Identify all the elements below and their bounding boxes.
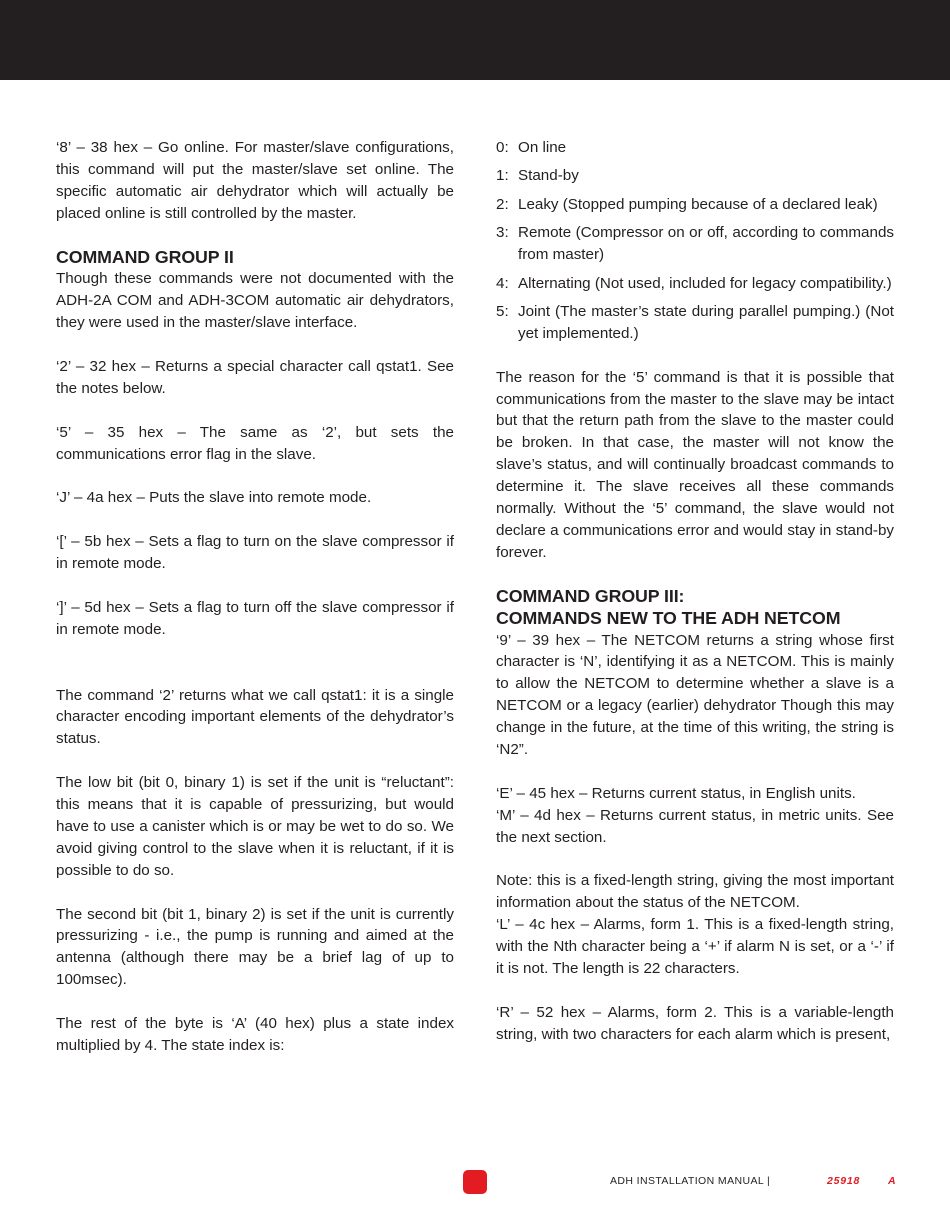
command-m-paragraph: ‘M’ – 4d hex – Returns current status, in metric units. See the next section. (496, 806, 894, 846)
command-e-paragraph: ‘E’ – 45 hex – Returns current status, in English units. (496, 784, 856, 802)
command-group-2-heading: COMMAND GROUP II (56, 246, 234, 267)
command-5-paragraph: ‘5’ – 35 hex – The same as ‘2’, but sets the communications error flag in the slave. (56, 423, 454, 463)
command-j-paragraph: ‘J’ – 4a hex – Puts the slave into remote mode. (56, 489, 372, 507)
command-9-paragraph: ‘9’ – 39 hex – The NETCOM returns a string whose first character is ‘N’, identifying it as a NETCOM. This is mainly to allow the NETCOM to determine whether a slave is a NETCOM or a legacy (earlier) dehydrator Though this may change in the future, at the time of this writing, the string is ‘N2”. (496, 631, 894, 759)
command-2-paragraph: ‘2’ – 32 hex – Returns a special character call qstat1. See the notes below. (56, 358, 454, 397)
list-item: 0: On line (496, 139, 567, 156)
command-group-3-heading: COMMAND GROUP III: (496, 585, 685, 606)
command-l-paragraph: ‘L’ – 4c hex – Alarms, form 1. This is a fixed-length string, with the Nth character being a ‘+’ if alarm N is set, or a ‘-’ if it is not. The length is 22 characters. (496, 916, 894, 978)
right-column (496, 137, 894, 1046)
command-group-2-intro: Though these commands were not documented with the ADH-2A COM and ADH-3COM automatic air dehydrators, they were used in the master/slave interface. (56, 270, 454, 332)
qstat-intro-paragraph: The command ‘2’ returns what we call qstat1: it is a single character encoding important elements of the dehydrator’s status. (56, 686, 454, 748)
go-online-paragraph: ‘8’ – 38 hex – Go online. For master/slave configurations, this command will put the master/slave set online. The specific automatic air dehydrator which will actually be placed online is still controlled by the master. (56, 139, 454, 222)
command-group-3-subheading: COMMANDS NEW TO THE ADH NETCOM (496, 607, 841, 628)
command-open-bracket-paragraph: ‘[’ – 5b hex – Sets a flag to turn on the slave compressor if in remote mode. (56, 533, 454, 573)
list-item: 4: Alternating (Not used, included for legacy compatibility.) (496, 274, 892, 292)
list-item: 3: Remote (Compressor on or off, according to commands from master) (496, 224, 894, 264)
page-badge (463, 1170, 487, 1194)
state-index-list (496, 137, 894, 345)
list-item: 2: Leaky (Stopped pumping because of a declared leak) (496, 195, 878, 213)
state-index-paragraph: The rest of the byte is ‘A’ (40 hex) plus a state index multiplied by 4. The state index is: (56, 1015, 454, 1054)
command-r-paragraph: ‘R’ – 52 hex – Alarms, form 2. This is a variable-length string, with two characters for each alarm which is present, (496, 1003, 894, 1043)
left-column (56, 137, 454, 1057)
command-close-bracket-paragraph: ‘]’ – 5d hex – Sets a flag to turn off the slave compressor if in remote mode. (56, 598, 454, 638)
reason-paragraph: The reason for the ‘5’ command is that it is possible that communications from the master to the slave may be intact but that the return path from the slave to the master could be broken. In that case, the master will not know the slave’s status, and will continually broadcast commands to determine it. The slave receives all these commands normally. Without the ‘5’ command, the slave would not declare a communications error and would stay in stand-by forever. (496, 368, 894, 561)
list-item: 1: Stand-by (496, 167, 579, 185)
second-bit-paragraph: The second bit (bit 1, binary 2) is set if the unit is currently pressurizing - i.e., the pump is running and aimed at the antenna (although there may be a brief lag of up to 100msec). (56, 905, 454, 989)
header-band (0, 0, 950, 80)
manual-title: ADH INSTALLATION MANUAL | (610, 1175, 771, 1187)
page-footer (0, 1168, 950, 1196)
section-spacer (56, 663, 454, 685)
list-item: 5: Joint (The master’s state during parallel pumping.) (Not yet implemented.) (496, 302, 894, 342)
note-paragraph: Note: this is a fixed-length string, giving the most important information about the status of the NETCOM. (496, 872, 894, 912)
document-number: 25918 (827, 1175, 861, 1187)
revision-letter: A (888, 1175, 896, 1187)
low-bit-paragraph: The low bit (bit 0, binary 1) is set if the unit is “reluctant”: this means that it is capable of pressurizing, but would have to use a canister which is or may be wet to do so. We avoid giving control to the slave when it is reluctant, if it is possible to do so. (56, 774, 454, 879)
